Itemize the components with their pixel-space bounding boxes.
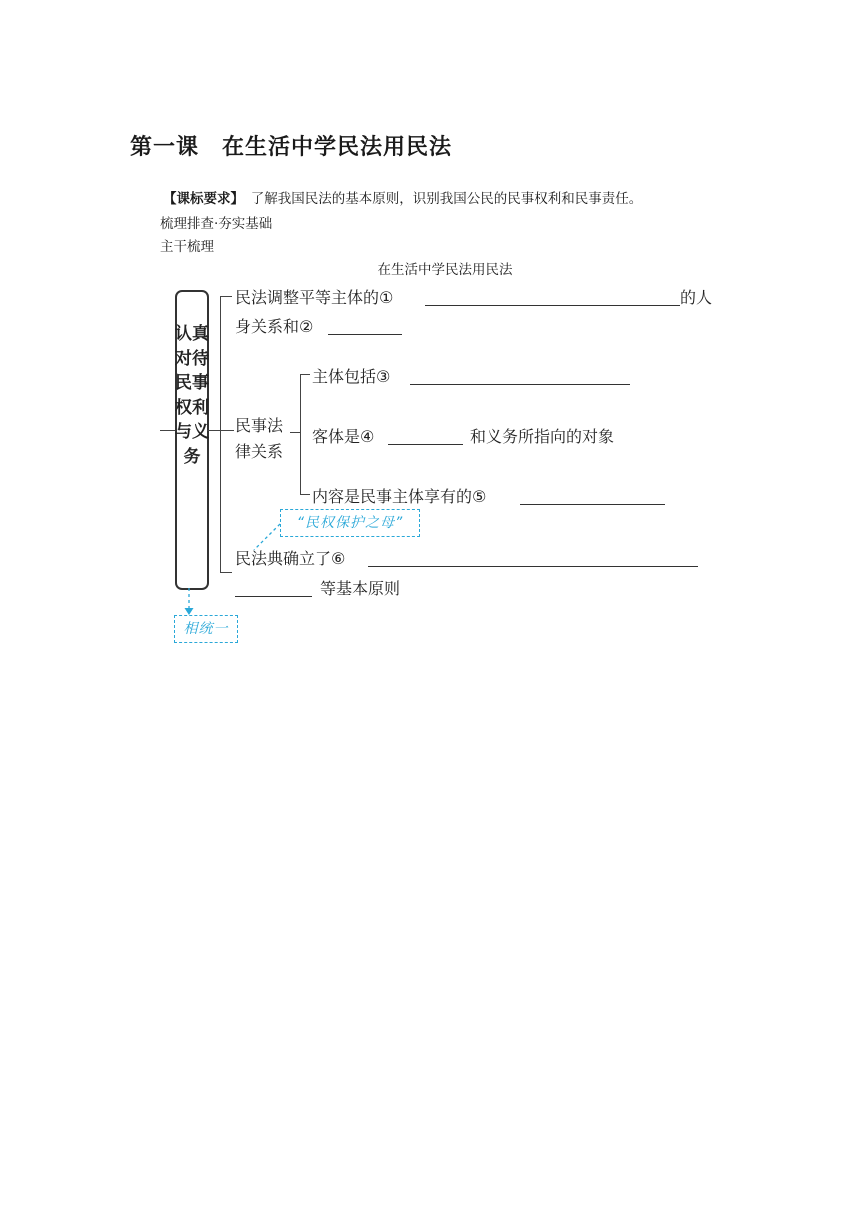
sub1-text: 主体包括③ [312,367,391,386]
blank-1[interactable] [425,305,680,306]
blank-4[interactable] [388,444,463,445]
note-mother-of-rights: “民权保护之母” [280,509,420,537]
left-stub-line [160,430,175,431]
branch2-connector [290,432,300,433]
page-title: 第一课 在生活中学民法用民法 [130,135,453,160]
section-heading-outline: 主干梳理 [160,239,214,255]
requirement-label: 【课标要求】 [163,191,238,207]
blank-5[interactable] [520,504,665,505]
main-bracket-vertical [220,296,221,572]
curriculum-requirement [163,187,642,207]
section-heading-review: 梳理排查·夯实基础 [160,216,273,232]
blank-2[interactable] [328,334,402,335]
root-label: 认真对待民事权利与义务 [175,324,209,467]
blank-6-continued[interactable] [235,596,312,597]
branch3-text-end: 等基本原则 [320,579,401,598]
sub3-text: 内容是民事主体享有的⑤ [312,487,487,506]
sub2-text: 客体是④ [312,427,375,446]
sub-bracket-vertical [300,374,301,494]
branch1-text-end: 的人 [680,288,713,307]
branch2-label: 民事法 [235,416,284,435]
sub-bracket-top [300,374,310,375]
blank-6[interactable] [368,566,698,567]
sub-bracket-bottom [300,494,310,495]
blank-3[interactable] [410,384,630,385]
main-bracket-top [220,296,232,297]
branch1-text: 民法调整平等主体的① [235,288,394,307]
branch3-text: 民法典确立了⑥ [235,549,346,568]
requirement-text: 了解我国民法的基本原则，识别我国公民的民事权利和民事责任。 [250,191,643,207]
down-arrow-icon [183,588,195,618]
sub2-text-end: 和义务所指向的对象 [470,427,615,446]
main-bracket-bottom [220,572,232,573]
branch1-text-line2: 身关系和② [235,317,314,336]
note-unified: 相统一 [174,615,238,643]
branch2-label-line2: 律关系 [235,442,284,461]
diagram-title: 在生活中学民法用民法 [377,262,513,278]
